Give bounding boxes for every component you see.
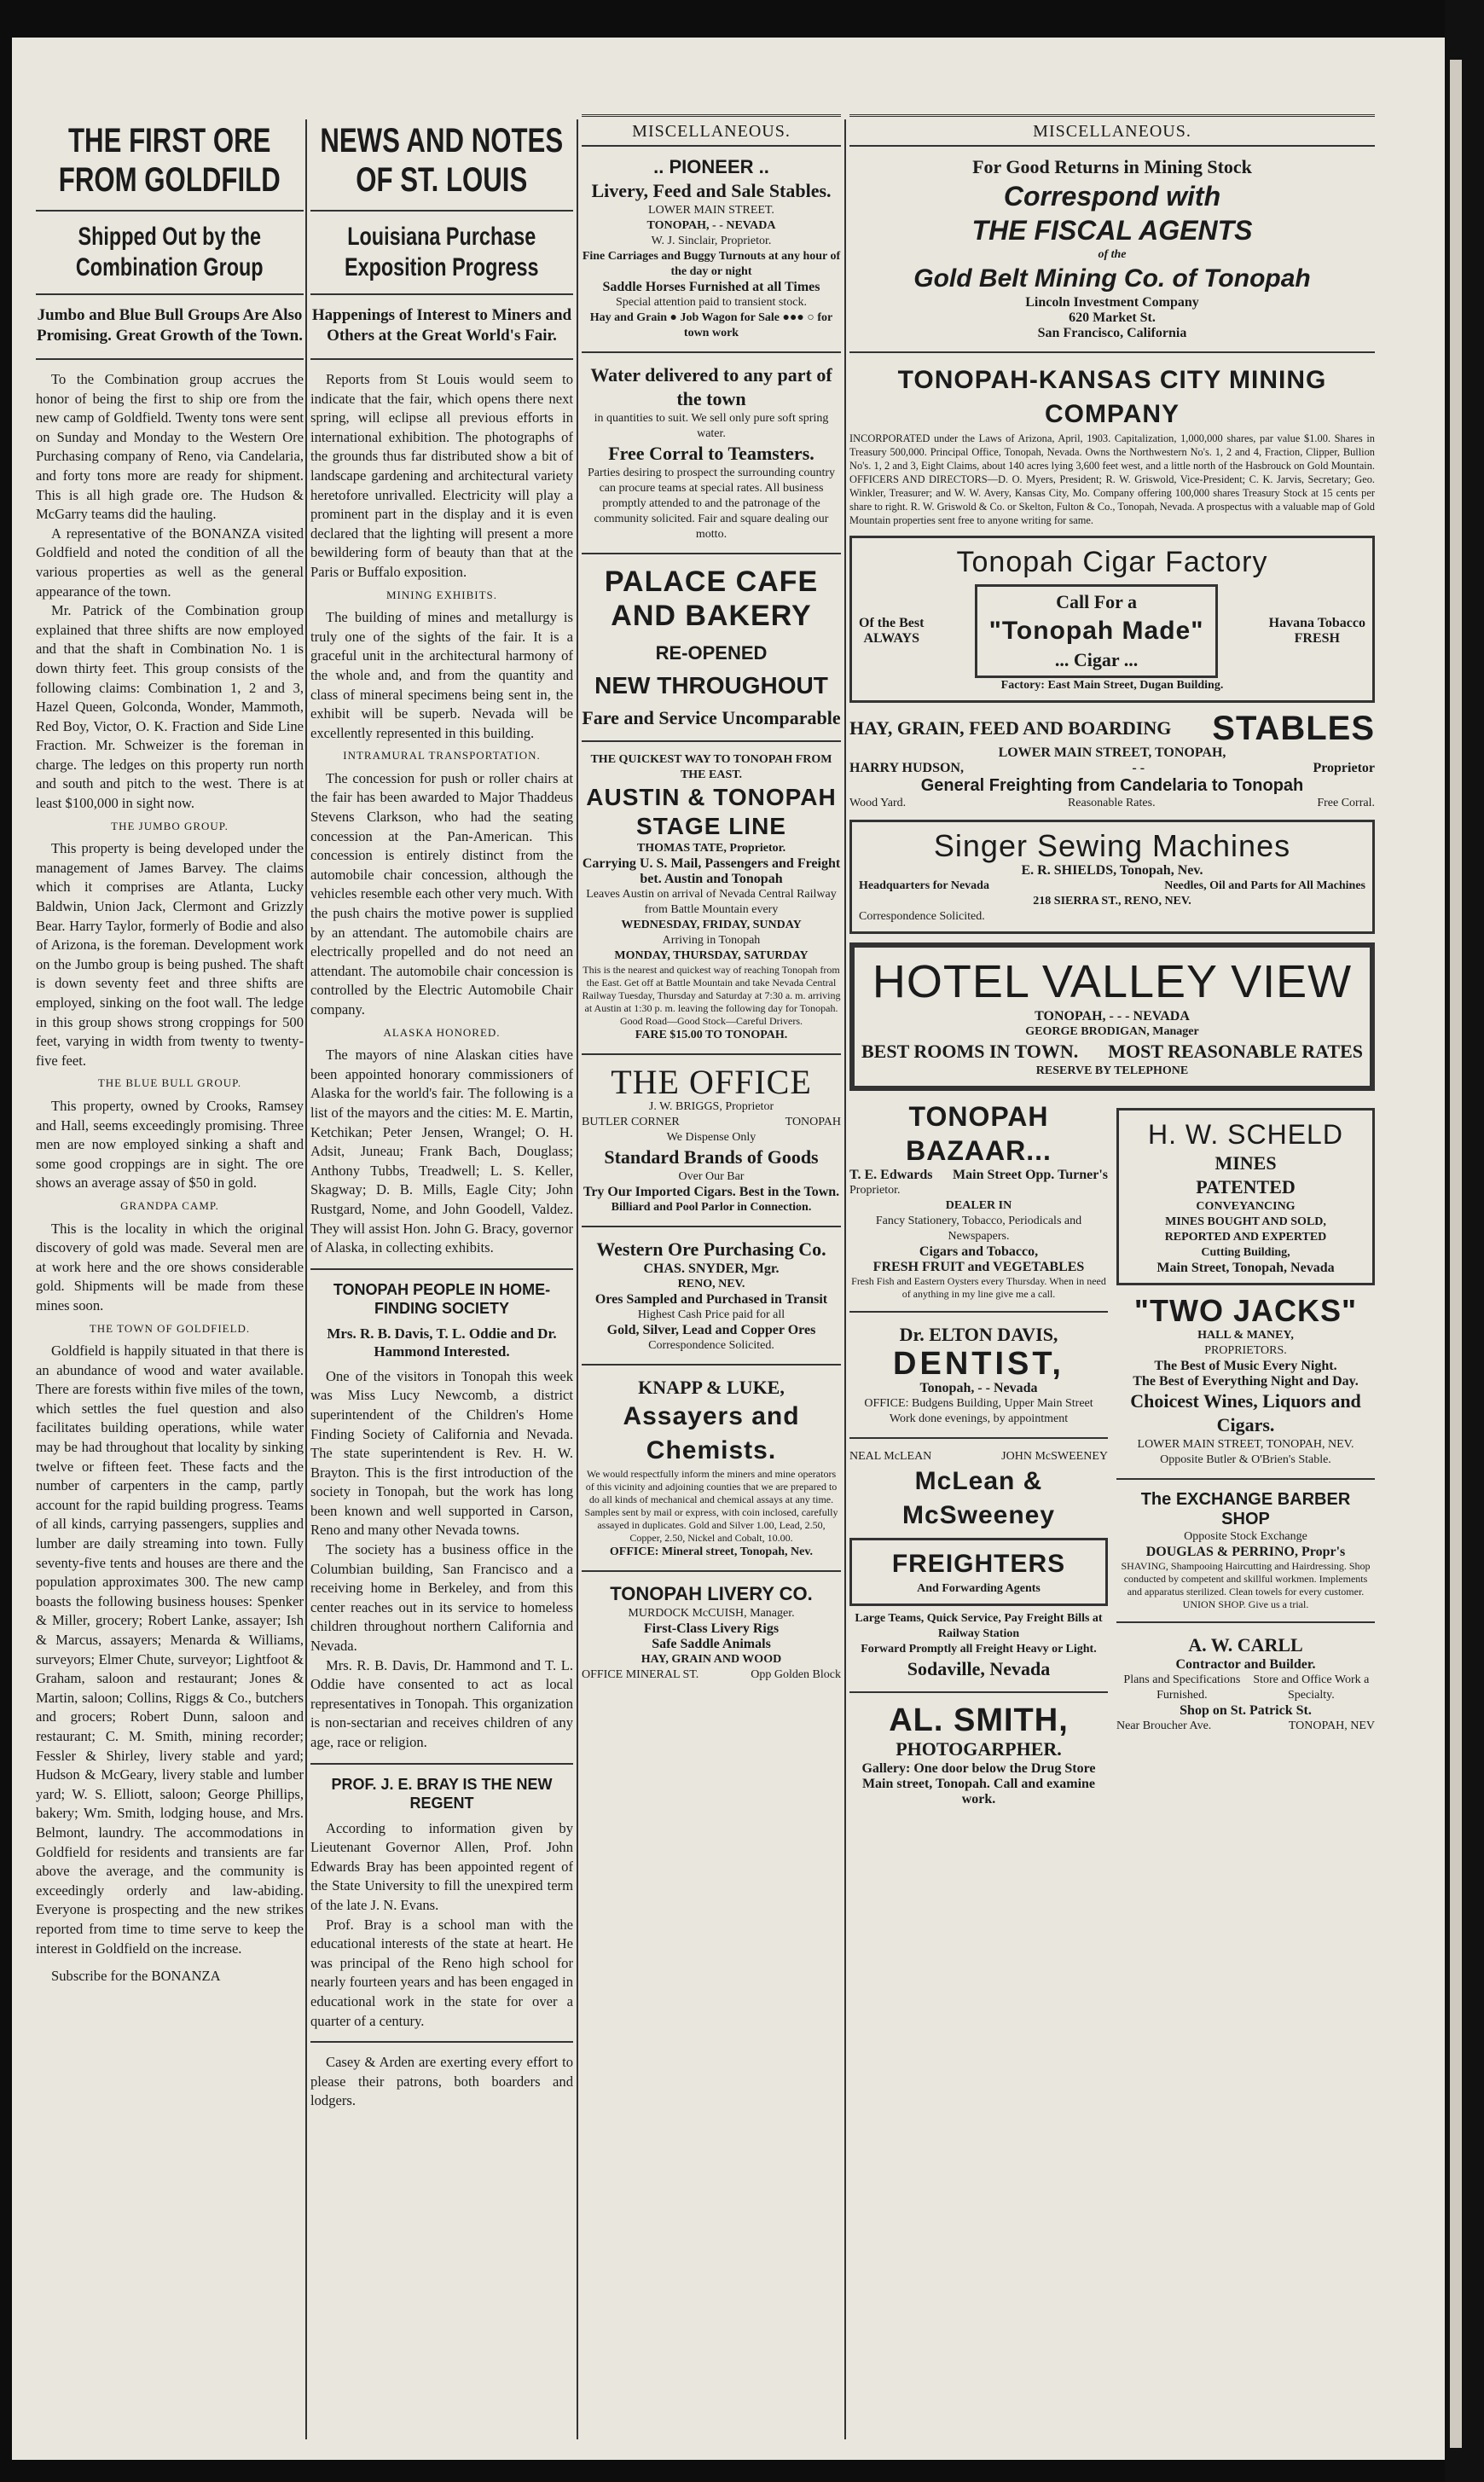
- divider: [582, 1570, 841, 1572]
- ad-text: REPORTED AND EXPERTED: [1164, 1231, 1327, 1244]
- subhead: THE TOWN OF GOLDFIELD.: [89, 1321, 251, 1335]
- ad-title: TONOPAH LIVERY CO.: [610, 1583, 813, 1604]
- ad-text: GEORGE BRODIGAN, Manager: [1025, 1025, 1199, 1038]
- ad-text: Billiard and Pool Parlor in Connection.: [611, 1201, 812, 1214]
- ad-hotel-valley-view: [849, 942, 1375, 1091]
- right-ad-stack: [1116, 1099, 1375, 1814]
- newspaper-page: [12, 38, 1445, 2460]
- deck-happenings: Happenings of Interest to Miners and Others at the Great World's Fair.: [311, 306, 572, 345]
- divider: [582, 1226, 841, 1227]
- ad-text: Ores Sampled and Purchased in Transit: [594, 1292, 828, 1307]
- section-header: MISCELLANEOUS.: [582, 114, 841, 147]
- freighters-box: [849, 1538, 1108, 1606]
- divider: [849, 351, 1375, 353]
- ad-stage-line: [582, 752, 841, 1043]
- paragraph: This property is being developed under the management of James Barvey. The claims which it comprises are Atlanta, Lucky Baldwin, Union Jack, Clermont and Grizzly Bear. Harry Taylor, formerly of Bodie and also of Arizona, is the foreman. Development work on the Jumbo group is being pushed. The shaft is down seventy feet and three shifts are employed, sinking on the foot wall. The ledge in this group shows strong croppings for 500 feet, varying in width from twenty to twenty-five feet.: [36, 840, 304, 1069]
- ad-title: AND BAKERY: [611, 600, 812, 632]
- ad-text: Cigars and Tobacco,: [919, 1244, 1039, 1259]
- divider: [1116, 1478, 1375, 1480]
- ad-text: Special attention paid to transient stock.: [616, 296, 807, 309]
- ad-text: PROPRIETORS.: [1204, 1344, 1287, 1357]
- divider: [310, 1763, 573, 1765]
- ad-text: OFFICE: Mineral street, Tonopah, Nev.: [609, 1545, 814, 1558]
- ad-title: AL. SMITH,: [889, 1702, 1069, 1738]
- paragraph: According to information given by Lieutenant Governor Allen, Prof. John Edwards Bray has been appointed regent of the State University to fill the unexpired term of the late J. N. Evans.: [310, 1819, 573, 1913]
- ad-text: Tonopah, - - Nevada: [919, 1381, 1038, 1395]
- ad-text: CONVEYANCING: [1196, 1200, 1296, 1213]
- ad-title: A. W. CARLL: [1188, 1634, 1303, 1656]
- ad-dentist: [849, 1323, 1108, 1427]
- ad-text: in quantities to suit. We sell only pure soft spring water.: [594, 412, 829, 440]
- deck-home-finding: Mrs. R. B. Davis, T. L. Oddie and Dr. Hammond Interested.: [327, 1325, 557, 1360]
- ad-text: Highest Cash Price paid for all: [637, 1308, 785, 1321]
- ad-title: THE OFFICE: [611, 1063, 812, 1101]
- column-rule: [844, 119, 846, 2439]
- ad-title: TONOPAH-KANSAS CITY MINING COMPANY: [897, 366, 1327, 428]
- ad-text: LOWER MAIN STREET, TONOPAH,: [998, 745, 1226, 760]
- headline-st-louis: NEWS AND NOTES OF ST. LOUIS: [320, 122, 564, 199]
- subhead: THE JUMBO GROUP.: [111, 819, 229, 832]
- ad-text: Main Street Opp. Turner's: [953, 1168, 1108, 1182]
- ad-text: THOMAS TATE, Proprietor.: [636, 842, 786, 855]
- divider: [36, 210, 304, 212]
- ad-title: STABLES: [1212, 710, 1375, 747]
- ad-tonopah-livery: [582, 1582, 841, 1683]
- ad-text: JOHN McSWEENEY: [1001, 1450, 1108, 1463]
- ad-text: T. E. Edwards: [849, 1168, 933, 1182]
- ad-text: FRESH FRUIT and VEGETABLES: [872, 1260, 1085, 1274]
- subhead: MINING EXHIBITS.: [385, 588, 498, 601]
- ad-text: FARE $15.00 TO TONOPAH.: [635, 1029, 788, 1041]
- divider: [36, 358, 304, 360]
- ad-title: AUSTIN & TONOPAH STAGE LINE: [586, 784, 837, 839]
- ad-text: OFFICE MINERAL ST.: [582, 1668, 699, 1681]
- ad-text: Standard Brands of Goods: [604, 1146, 819, 1168]
- ad-pioneer-stables: [582, 155, 841, 341]
- article-body: [36, 370, 304, 1986]
- ad-title: PALACE CAFE: [604, 565, 819, 598]
- ad-text: San Francisco, California: [1037, 326, 1187, 340]
- ad-text: CHAS. SNYDER, Mgr.: [643, 1261, 780, 1276]
- ad-text: DOUGLAS & PERRINO, Propr's: [1145, 1545, 1346, 1559]
- headline-home-finding: TONOPAH PEOPLE IN HOME-FINDING SOCIETY: [333, 1280, 551, 1317]
- ad-cigar-factory: [849, 536, 1375, 703]
- paragraph: A representative of the BONANZA visited Goldfield and noted the condition of all the various properties as well as the general appearance of the town.: [36, 525, 304, 600]
- ad-text: Opposite Butler & O'Brien's Stable.: [1160, 1453, 1331, 1466]
- ad-text: First-Class Livery Rigs: [643, 1621, 780, 1636]
- ad-tonopah-bazaar: [849, 1099, 1108, 1301]
- ad-text: HALL & MANEY,: [1197, 1329, 1294, 1342]
- ad-text: Store and Office Work a Specialty.: [1253, 1673, 1370, 1702]
- ad-text: This is the nearest and quickest way of reaching Tonopah from the East. Get off at Battle Mountain and take Nevada Central Railway Tuesday, Thursday and Saturday at 7:30 a. m. arriving at Austin at 1:30 p. m. leaving the following day for Tonopah. Good Road—Good Stock—Careful Drivers.: [582, 964, 841, 1027]
- ad-text: Of the Best: [859, 616, 925, 630]
- ad-text: Factory: East Main Street, Dugan Building.: [1000, 679, 1224, 692]
- ad-text: MINES: [1214, 1152, 1277, 1174]
- ad-text: Proprietor: [1313, 761, 1375, 775]
- ad-text: Forward Promptly all Freight Heavy or Light.: [861, 1643, 1097, 1656]
- ad-text: Parties desiring to prospect the surrounding country can procure teams at special rates. All business promptly attended to and the patronage of the community solicited. Fair and square dealing our motto.: [587, 467, 836, 541]
- ad-text: Try Our Imported Cigars. Best in the Town.: [583, 1185, 840, 1199]
- deck-jumbo: Jumbo and Blue Bull Groups Are Also Promising. Great Growth of the Town.: [37, 306, 303, 345]
- ad-text: Hay and Grain ● Job Wagon for Sale ●●● ○ for town work: [589, 311, 833, 339]
- ad-title: Tonopah Cigar Factory: [956, 546, 1268, 578]
- ad-title: KNAPP & LUKE,: [638, 1377, 785, 1398]
- paragraph: Goldfield is happily situated in that there is an abundance of wood and water available. There are forests within five miles of the town, which settles the fuel question and also facilitates building operations, while water may be had throughout that locality by sinking twelve or fifteen feet. These facts and the number of carpenters in the camp, partly account for the rapid building progress. Teams of all kinds, carrying passengers, supplies and lumber are daily streaming into town. Fully seventy-five tents and houses are there and the population approximates 300. The new camp boasts the following business houses: Spenker & Miller, grocery; Robert Lanke, assayer; Ish & Marcus, assayers; Menarda & Williams, surveyors; Elmer Chute, surveyor; Lightfoot & Graham, saloon and restaurant; Jones & Martin, saloon; Collins, Riggs & Co., butchers and grocers; Robert Dunn, saloon and restaurant; C. M. Smith, mining recorder; Fessler & Shirley, livery stable and yard; Hudson & McGeary, livery stable and lumber yard; W. S. Elliott, saloon; George Phillips, bakery; Wm. Smith, lodging house, and Mrs. Belmont, laundry. The accommodations in Goldfield for residents and transients are far above the average, and the community is exceedingly orderly and law-abiding. Everyone is prospecting and the new strikes reported from time to time serve to keep the interest in Goldfield on the increase.: [36, 1342, 304, 1957]
- ad-text: Fare and Service Uncomparable: [582, 707, 841, 728]
- ad-text: Wood Yard.: [849, 797, 907, 809]
- ad-title: Assayers and Chemists.: [623, 1402, 800, 1464]
- ad-text: Havana Tobacco: [1268, 616, 1365, 630]
- ad-text: PHOTOGARPHER.: [896, 1738, 1062, 1760]
- ad-title: .. PIONEER ..: [653, 156, 769, 177]
- ad-title: DENTIST,: [893, 1346, 1064, 1382]
- ad-text: Correspondence Solicited.: [859, 910, 985, 923]
- paragraph: This is the locality in which the original discovery of gold was made. Several men are at work here and the ore shows considerable gold. Shipments will be made from these mines soon.: [36, 1220, 304, 1313]
- ad-text: HARRY HUDSON,: [849, 761, 964, 775]
- divider: [310, 210, 573, 212]
- ad-text: MURDOCK McCUISH, Manager.: [628, 1607, 795, 1620]
- ad-text: Choicest Wines, Liquors and Cigars.: [1130, 1390, 1361, 1435]
- paragraph: To the Combination group accrues the honor of being the first to ship ore from the new camp of Goldfield. Twenty tons were sent on Sunday and Monday to the Western Ore Purchasing company of Reno, via Candelaria, and forty tons more are ready for shipment. This is all high grade ore. The Hudson & McGarry teams did the hauling.: [36, 371, 304, 523]
- ad-text: LOWER MAIN STREET, TONOPAH, NEV.: [1137, 1438, 1354, 1451]
- ad-palace-cafe: [582, 565, 841, 730]
- ad-fiscal-agents: [849, 155, 1375, 341]
- ad-barber-shop: [1116, 1490, 1375, 1611]
- divider: [582, 1053, 841, 1055]
- ad-text: Near Broucher Ave.: [1116, 1719, 1212, 1732]
- divider: [582, 553, 841, 554]
- divider: [36, 293, 304, 295]
- ad-text: We Dispense Only: [666, 1131, 756, 1144]
- ad-text: RENO, NEV.: [677, 1278, 745, 1290]
- column-miscellaneous-ads-wide: [849, 114, 1375, 1814]
- next-page-edge: [1450, 60, 1462, 2448]
- left-ad-stack: [849, 1099, 1108, 1814]
- ad-text: Large Teams, Quick Service, Pay Freight Bills at Railway Station: [855, 1612, 1103, 1640]
- subhead: THE BLUE BULL GROUP.: [97, 1076, 242, 1090]
- ad-text: Shop on St. Patrick St.: [1180, 1703, 1312, 1718]
- section-header: MISCELLANEOUS.: [849, 114, 1375, 147]
- ad-kansas-city-mining: [849, 363, 1375, 527]
- ad-text: TONOPAH, - - - NEVADA: [1035, 1009, 1190, 1024]
- column-rule: [305, 119, 307, 2439]
- ad-text: NEAL McLEAN: [849, 1450, 932, 1463]
- ad-text: Headquarters for Nevada: [859, 879, 989, 892]
- ad-text: WEDNESDAY, FRIDAY, SUNDAY: [621, 919, 802, 931]
- ad-text: ... Cigar ...: [1054, 649, 1139, 670]
- ad-split-row: [849, 1099, 1375, 1814]
- ad-text: SHAVING, Shampooing Haircutting and Hairdressing. Shop conducted by competent and skillful workmen. Implements and apparatus sterilized. Clean towels for every customer. UNION SHOP. Give us a trial.: [1121, 1560, 1371, 1610]
- paragraph: One of the visitors in Tonopah this week was Miss Lucy Newcomb, a district superintendent of the Children's Home Finding Society of California and Nevada. The state superintendent is Rev. H. W. Brayton. This is the first introduction of the society in Tonopah, but the work has long been known and well supported in Carson, Reno and many other Nevada towns.: [310, 1367, 573, 1539]
- ad-text: Gallery: One door below the Drug Store Main street, Tonopah. Call and examine work.: [861, 1761, 1096, 1806]
- ad-text: TONOPAH, NEV: [1288, 1719, 1375, 1732]
- headline-goldfield: THE FIRST ORE FROM GOLDFILD: [58, 122, 281, 199]
- divider: [582, 351, 841, 353]
- ad-text: Free Corral to Teamsters.: [608, 443, 814, 464]
- ad-text: ALWAYS: [863, 631, 919, 646]
- ad-al-smith: [849, 1703, 1108, 1807]
- column-goldfield-article: [36, 114, 304, 1986]
- ad-text: FRESH: [1294, 631, 1340, 646]
- ad-title: Water delivered to any part of the town: [590, 364, 832, 409]
- ad-text: DEALER IN: [945, 1199, 1012, 1212]
- divider: [310, 358, 573, 360]
- ad-text: General Freighting from Candelaria to Tonopah: [920, 776, 1304, 795]
- ad-title: TONOPAH BAZAAR...: [906, 1101, 1052, 1166]
- ad-text: PATENTED: [1196, 1176, 1296, 1198]
- paragraph: Casey & Arden are exerting every effort to please their patrons, both boarders and lodgers.: [310, 2054, 573, 2109]
- ad-text: We would respectfully inform the miners and mine operators of this vicinity and adjoining counties that we are prepared to do all kinds of mechanical and chemical assays at any time. Samples sent by mail or express, with coin inclosed, carefully assayed in duplicates. Gold and Silver 1.00, Lead, 2.50, Copper, 2.50, Nickel and Cobalt, 10.00.: [584, 1468, 838, 1544]
- ad-text: Fancy Stationery, Tobacco, Periodicals and Newspapers.: [875, 1215, 1082, 1243]
- ad-text: OFFICE: Budgens Building, Upper Main Street: [864, 1397, 1093, 1410]
- article-body: [310, 370, 573, 2111]
- subscribe-line: Subscribe for the BONANZA: [51, 1968, 221, 1985]
- ad-text: E. R. SHIELDS, Tonopah, Nev.: [1021, 863, 1203, 878]
- ad-text: Work done evenings, by appointment: [889, 1412, 1069, 1425]
- ad-title: "TWO JACKS": [1133, 1293, 1358, 1328]
- ad-text: RE-OPENED: [655, 642, 768, 664]
- ad-two-jacks: [1116, 1294, 1375, 1468]
- ad-text: Cutting Building,: [1201, 1246, 1290, 1259]
- column-st-louis-article: [310, 114, 573, 2111]
- ad-text: Call For a: [1056, 591, 1137, 612]
- deck-combination: Shipped Out by the Combination Group: [75, 223, 264, 281]
- ad-title: Western Ore Purchasing Co.: [596, 1238, 826, 1260]
- ad-text: Lincoln Investment Company: [1025, 295, 1199, 310]
- divider: [849, 1691, 1108, 1693]
- cigar-box: [975, 584, 1219, 678]
- ad-text: Carrying U. S. Mail, Passengers and Freight bet. Austin and Tonopah: [582, 856, 841, 886]
- ad-text: Contractor and Builder.: [1175, 1657, 1316, 1672]
- ad-text: Sodaville, Nevada: [907, 1658, 1051, 1679]
- ad-text: "Tonopah Made": [988, 617, 1204, 645]
- ad-text: of the: [1098, 248, 1127, 261]
- ad-text: MONDAY, THURSDAY, SATURDAY: [614, 949, 809, 962]
- ad-carll: [1116, 1633, 1375, 1734]
- ad-text: - -: [1132, 761, 1145, 775]
- column-rule: [577, 119, 578, 2439]
- divider: [310, 2041, 573, 2043]
- ad-title: For Good Returns in Mining Stock: [972, 156, 1252, 177]
- ad-scheld: [1116, 1108, 1375, 1285]
- ad-text: Fresh Fish and Eastern Oysters every Thursday. When in need of anything in my line give me a call.: [851, 1275, 1106, 1300]
- ad-singer: [849, 820, 1375, 934]
- ad-text: THE FISCAL AGENTS: [971, 215, 1253, 246]
- subhead: ALASKA HONORED.: [383, 1025, 501, 1039]
- ad-text: J. W. BRIGGS, Proprietor: [648, 1100, 774, 1113]
- ad-the-office: [582, 1065, 841, 1215]
- ad-knapp-luke: [582, 1376, 841, 1560]
- ad-title: HOTEL VALLEY VIEW: [872, 956, 1353, 1007]
- ad-text: Free Corral.: [1317, 797, 1375, 809]
- subhead: INTRAMURAL TRANSPORTATION.: [343, 749, 541, 763]
- divider: [1116, 1621, 1375, 1623]
- ad-text: LOWER MAIN STREET.: [648, 204, 774, 217]
- ad-text: And Forwarding Agents: [917, 1582, 1041, 1595]
- ad-text: INCORPORATED under the Laws of Arizona, April, 1903. Capitalization, 1,000,000 shares, par value $1.00. Shares in Treasury 500,000. Principal Office, Tonopah, Nevada. Owns the Northwestern No's. 1, 2 and 4, Fraction, Clipper, Bullion No's. 1, 2 and 3, Eight Claims, about 140 acres lying 3,600 feet west, and a little north of the Hasbrouck on Gold Mountain. OFFICERS AND DIRECTORS—D. O. Myers, President; R. W. Griswold, Vice-President; C. K. Jarvis, Secretary; Geo. Winkler, Treasurer; and W. W. Avery, Kansas City, Mo. Company offering 100,000 shares Treasury Stock at 15 cents per share to right. R. W. Griswold & Co. or Skelton, Fulton & Co., Tonopah, Nevada. A prospectus with a valuable map of Gold Mountain properties sent free to anyone writing for same.: [849, 432, 1375, 526]
- ad-text: The Best of Music Every Night.: [1154, 1359, 1337, 1373]
- ad-text: Gold Belt Mining Co. of Tonopah: [913, 264, 1311, 293]
- subhead: GRANDPA CAMP.: [120, 1198, 219, 1212]
- divider: [582, 740, 841, 742]
- ad-western-ore: [582, 1238, 841, 1354]
- ad-text: Needles, Oil and Parts for All Machines: [1164, 879, 1365, 892]
- ad-text: HAY, GRAIN AND WOOD: [641, 1653, 782, 1666]
- ad-text: Gold, Silver, Lead and Copper Ores: [606, 1323, 816, 1337]
- ad-text: Opp Golden Block: [751, 1668, 841, 1681]
- ad-text: W. J. Sinclair, Proprietor.: [651, 235, 772, 247]
- paragraph: Mr. Patrick of the Combination group explained that three shifts are now employed and that the shaft in Combination No. 1 is down thirty feet. This group consists of the following claims: Combination 1, 2 and 3, Hazel Queen, Golconda, Wonder, Mammoth, Red Boy, Victor, O. K. Fraction and Side Line Fraction. Mr. Schweizer is the foreman in charge. The ledges on this property run north and south and pitch to the west. There is at least $100,000 in sight now.: [36, 602, 304, 812]
- ad-text: BUTLER CORNER: [582, 1116, 680, 1128]
- paragraph: Mrs. R. B. Davis, Dr. Hammond and T. L. Oddie have consented to act as local representatives in Tonopah. This organization is non-sectarian and receives children of any age, race or religion.: [310, 1656, 573, 1750]
- ad-text: TONOPAH, - - NEVADA: [646, 219, 776, 232]
- ad-text: Correspond with: [1003, 181, 1221, 212]
- ad-text: MINES BOUGHT AND SOLD,: [1165, 1215, 1326, 1228]
- paragraph: Prof. Bray is a school man with the educational interests of the state at heart. He was principal of the Reno high school for nearly fourteen years and has been engaged in educational work in the state for over a quarter of a century.: [310, 1916, 573, 2029]
- ad-text: Saddle Horses Furnished at all Times: [602, 280, 820, 294]
- ad-text: 218 SIERRA ST., RENO, NEV.: [1033, 895, 1191, 908]
- ad-text: NEW THROUGHOUT: [594, 672, 828, 699]
- ad-text: TONOPAH: [785, 1116, 841, 1128]
- ad-text: Fine Carriages and Buggy Turnouts at any hour of the day or night: [582, 250, 841, 278]
- ad-subtitle: Livery, Feed and Sale Stables.: [591, 180, 832, 201]
- paragraph: The society has a business office in the Columbian building, San Francisco and a receiving home in Berkeley, and from this center reaches out in its service to homeless children throughout northern California and Nevada.: [310, 1541, 573, 1655]
- divider: [310, 293, 573, 295]
- headline-bray-regent: PROF. J. E. BRAY IS THE NEW REGENT: [331, 1775, 553, 1812]
- divider: [849, 1311, 1108, 1313]
- page-edge-shadow: [1445, 0, 1484, 2482]
- ad-text: Arriving in Tonopah: [662, 934, 761, 947]
- ad-text: MOST REASONABLE RATES: [1108, 1041, 1363, 1062]
- ad-title: FREIGHTERS: [891, 1550, 1066, 1578]
- ad-text: Over Our Bar: [678, 1170, 745, 1183]
- ad-title: The EXCHANGE BARBER SHOP: [1140, 1490, 1351, 1528]
- ad-title: H. W. SCHELD: [1148, 1119, 1343, 1150]
- ad-text: Proprietor.: [849, 1184, 901, 1197]
- ad-text: Main Street, Tonopah, Nevada: [1156, 1261, 1335, 1275]
- ad-hudson-stables: [849, 711, 1375, 811]
- ad-text: HAY, GRAIN, FEED AND BOARDING: [849, 717, 1172, 739]
- ad-water: [582, 363, 841, 542]
- column-miscellaneous-ads: [582, 114, 841, 1690]
- ad-text: Reasonable Rates.: [1067, 797, 1156, 809]
- ad-title: McLean & McSweeney: [901, 1467, 1056, 1529]
- divider: [849, 1437, 1108, 1439]
- paragraph: The building of mines and metallurgy is truly one of the sights of the fair. It is a graceful unit in the architectural harmony of the whole and, and from the quantity and class of mineral specimens being sent in, the exhibit will be superb. Nevada will be excellently represented in this building.: [310, 609, 573, 741]
- ad-text: 620 Market St.: [1069, 310, 1156, 325]
- ad-text: Safe Saddle Animals: [652, 1637, 771, 1651]
- ad-text: Correspondence Solicited.: [648, 1339, 774, 1352]
- divider: [582, 1364, 841, 1366]
- ad-text: BEST ROOMS IN TOWN.: [861, 1041, 1079, 1062]
- ad-title: Singer Sewing Machines: [933, 828, 1291, 863]
- ad-text: Opposite Stock Exchange: [1184, 1530, 1307, 1543]
- ad-text: Plans and Specifications Furnished.: [1123, 1673, 1241, 1702]
- ad-text: RESERVE BY TELEPHONE: [1035, 1064, 1189, 1077]
- paragraph: The concession for push or roller chairs at the fair has been awarded to Major Thaddeus Stevens Clarkson, who had the seating concession at the Pan-American. This concession is entirely distinct from the automobile chair concession, although the vehicles resemble each other very much. With the push chairs the motive power is supplied by an attendant. The automobile chairs are electrically propelled and do not need an attendant. The automobile chair concession is controlled by the Electric Automobile Chair company.: [310, 769, 573, 1018]
- paragraph: The mayors of nine Alaskan cities have been appointed honorary commissioners of Alaska for the world's fair. The following is a list of the mayors and the cities: M. E. Martin, Ketchikan; Peter Jensen, Wrangel; O. H. Adsit, Juneau; Frank Bach, Douglass; Anthony Tubbs, Treadwell; L. S. Keller, Skagway; D. B. Mills, Eagle City; John Rustgard, Nome, and John Goodell, Valdez. They will assist Hon. John G. Bracy, governor of Alaska, in collecting exhibits.: [310, 1047, 573, 1256]
- ad-title: Dr. ELTON DAVIS,: [899, 1324, 1058, 1345]
- ad-text: THE QUICKEST WAY TO TONOPAH FROM THE EAST.: [590, 753, 832, 781]
- paragraph: Reports from St Louis would seem to indicate that the fair, which opens there next spring, will eclipse all previous efforts in international exhibition. The photographs of the grounds thus far distributed show a bit of landscape gardening and architectural variety heretofore unrivalled. Electricity will play a prominent part in the display and it is even declared that the lighting will present a more bewildering form of beauty than that at the Paris or Buffalo exposition.: [310, 371, 573, 580]
- ad-text: The Best of Everything Night and Day.: [1133, 1374, 1359, 1389]
- divider: [310, 1268, 573, 1270]
- deck-exposition: Louisiana Purchase Exposition Progress: [344, 223, 539, 281]
- paragraph: This property, owned by Crooks, Ramsey and Hall, seems exceedingly promising. Three men are now employed sinking a shaft and some good croppings are in sight. The ore shows an average assay of $50 in gold.: [36, 1097, 304, 1192]
- ad-mclean-mcsweeney: [849, 1449, 1108, 1681]
- ad-text: Leaves Austin on arrival of Nevada Central Railway from Battle Mountain every: [586, 888, 837, 916]
